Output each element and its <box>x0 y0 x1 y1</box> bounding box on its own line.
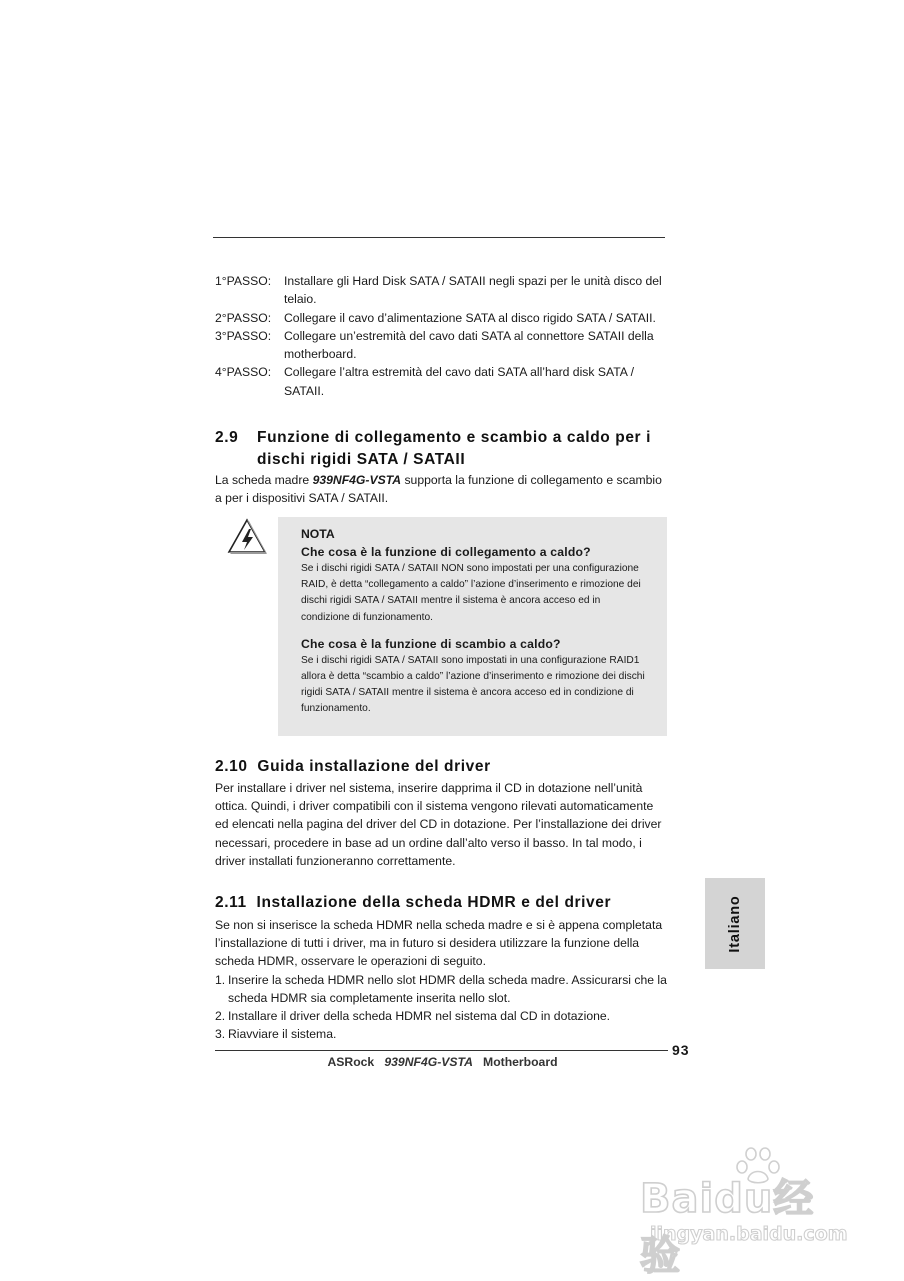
step-text: Collegare un’estremità del cavo dati SATA al connettore SATAII della motherboard. <box>284 328 654 362</box>
watermark-url: jingyan.baidu.com <box>650 1223 848 1245</box>
page-footer <box>215 1055 670 1069</box>
list-text: Installare il driver della scheda HDMR nel sistema dal CD in dotazione. <box>228 1009 611 1024</box>
bottom-rule <box>215 1050 668 1051</box>
list-item <box>215 1025 667 1043</box>
page-number: 93 <box>672 1042 690 1058</box>
section-title-line2: dischi rigidi SATA / SATAII <box>257 451 466 468</box>
step-text: Installare gli Hard Disk SATA / SATAII negli spazi per le unità disco del telaio. <box>284 274 662 307</box>
step-text: Collegare il cavo d’alimentazione SATA al disco rigido SATA / SATAII. <box>284 310 656 325</box>
section-title: Guida installazione del driver <box>257 758 491 775</box>
section-2-11-intro: Se non si inserisce la scheda HDMR nella scheda madre e si è appena completata l’installazione di tutti i driver, ma in futuro si desidera utilizzare la funzione della scheda HDMR, osservare le operazioni di seguito. <box>215 918 663 969</box>
list-text: Inserire la scheda HDMR nello slot HDMR della scheda madre. Assicurarsi che la scheda HDMR sia completamente inserita nello slot. <box>228 972 667 1005</box>
step-item <box>215 309 665 327</box>
list-number: 1. <box>215 972 226 987</box>
step-label: 2°PASSO: <box>215 310 272 325</box>
step-label: 4°PASSO: <box>215 365 272 380</box>
section-2-10-heading <box>215 758 675 776</box>
intro-prefix: La scheda madre <box>215 473 313 487</box>
step-item <box>215 363 665 400</box>
note-box <box>278 517 667 736</box>
step-text: Collegare l’altra estremità del cavo dati SATA all’hard disk SATA / SATAII. <box>284 365 634 398</box>
section-2-10-body: Per installare i driver nel sistema, inserire dapprima il CD in dotazione nell’unità ottica. Quindi, i driver compatibili con il sistema vengono rilevati automaticamente ed elencati nella pagina del driver del CD in dotazione. Per l’installazione dei driver necessari, procedere in base ad un ordine dall’alto verso il basso. In tal modo, i driver installati funzioneranno correttamente. <box>215 781 662 868</box>
model-name: 939NF4G-VSTA <box>312 473 402 487</box>
footer-suffix: Motherboard <box>483 1055 558 1069</box>
list-number: 3. <box>215 1027 226 1042</box>
intro-suffix: supporta la funzione di collegamento e scambio a per i dispositivi SATA / SATAII. <box>215 473 662 506</box>
step-label: 3°PASSO: <box>215 328 272 343</box>
footer-model: 939NF4G-VSTA <box>384 1055 473 1069</box>
top-rule <box>213 237 665 238</box>
step-item <box>215 327 665 364</box>
note-question-hot-plug: Che cosa è la funzione di collegamento a caldo? <box>301 545 591 559</box>
list-item <box>215 971 667 1007</box>
section-title-line1: Funzione di collegamento e scambio a caldo per i <box>257 429 651 446</box>
steps-list <box>215 272 665 400</box>
section-2-9-intro <box>215 471 667 507</box>
section-2-11-body <box>215 916 667 1043</box>
baidu-watermark <box>640 1145 850 1279</box>
list-item <box>215 1007 667 1025</box>
section-number: 2.9 <box>215 429 239 446</box>
side-tab-label: Italiano <box>727 894 743 953</box>
list-text: Riavviare il sistema. <box>228 1027 337 1042</box>
list-number: 2. <box>215 1009 226 1024</box>
note-answer-hot-swap: Se i dischi rigidi SATA / SATAII sono impostati in una configurazione RAID1 allora è detta “scambio a caldo” l’azione d’inserimento e rimozione dei dischi rigidi SATA / SATAII mentre il sistema è ancora acceso ed in condizione di funzionamento. <box>301 654 645 715</box>
note-question-hot-swap: Che cosa è la funzione di scambio a caldo? <box>301 636 561 651</box>
warning-triangle-icon <box>226 517 268 555</box>
language-side-tab <box>705 878 765 969</box>
section-2-9-heading <box>215 427 675 471</box>
section-title: Installazione della scheda HDMR e del driver <box>256 894 612 911</box>
note-answer-hot-plug: Se i dischi rigidi SATA / SATAII NON sono impostati per una configurazione RAID, è detta “collegamento a caldo” l’azione d’inserimento e rimozione dei dischi rigidi SATA / SATAII mentre il sistema è ancora acceso ed in condizione di funzionamento. <box>301 563 641 623</box>
note-title: NOTA <box>301 527 335 541</box>
section-2-11-heading <box>215 894 675 912</box>
step-item <box>215 272 665 309</box>
section-number: 2.11 <box>215 894 247 911</box>
watermark-logo: Baidu经验 <box>640 1176 815 1279</box>
section-number: 2.10 <box>215 758 248 775</box>
footer-brand: ASRock <box>327 1055 375 1069</box>
step-label: 1°PASSO: <box>215 274 272 288</box>
